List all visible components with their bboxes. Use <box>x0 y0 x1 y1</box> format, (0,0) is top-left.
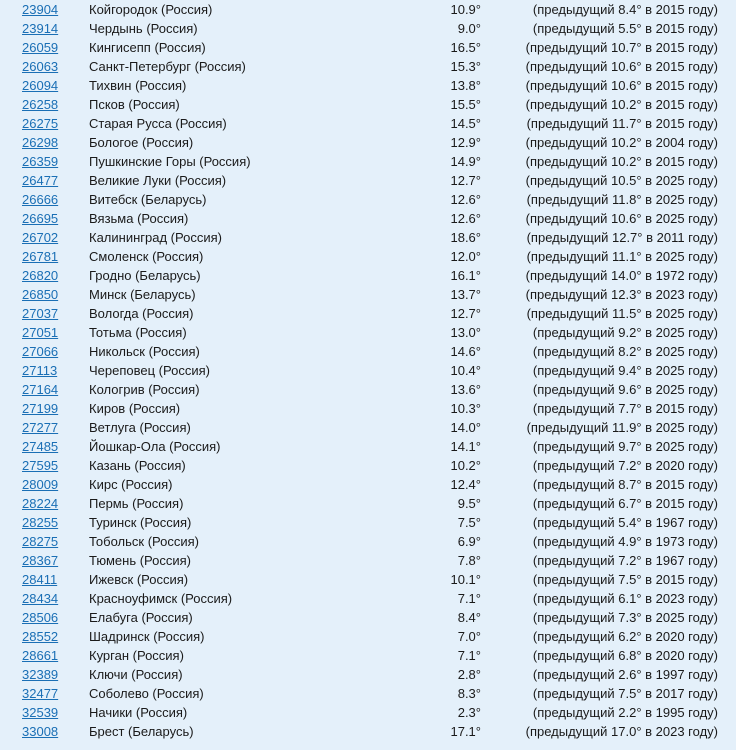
temperature-value: 18.6° <box>450 230 481 245</box>
temperature-value: 15.5° <box>450 97 481 112</box>
city-name: Пушкинские Горы (Россия) <box>89 154 251 169</box>
temperature-value: 9.0° <box>457 21 481 36</box>
city-name: Елабуга (Россия) <box>89 610 193 625</box>
station-id-link[interactable]: 26477 <box>22 173 59 188</box>
station-id-link[interactable]: 27164 <box>22 382 59 397</box>
temperature-value: 10.4° <box>450 363 481 378</box>
city-name: Шадринск (Россия) <box>89 629 205 644</box>
previous-record: (предыдущий 11.5° в 2025 году) <box>526 306 718 321</box>
station-id-link[interactable]: 26063 <box>22 59 59 74</box>
table-row <box>0 266 736 285</box>
temperature-value: 16.1° <box>450 268 481 283</box>
city-name: Ижевск (Россия) <box>89 572 189 587</box>
station-id-link[interactable]: 26258 <box>22 97 59 112</box>
previous-record: (предыдущий 6.8° в 2020 году) <box>532 648 718 663</box>
previous-record: (предыдущий 10.6° в 2015 году) <box>525 78 718 93</box>
station-id-link[interactable]: 27277 <box>22 420 59 435</box>
previous-record: (предыдущий 5.5° в 2015 году) <box>532 21 718 36</box>
station-id-link[interactable]: 28255 <box>22 515 59 530</box>
city-name: Казань (Россия) <box>89 458 186 473</box>
city-name: Псков (Россия) <box>89 97 180 112</box>
previous-record: (предыдущий 17.0° в 2023 году) <box>525 724 718 739</box>
city-name: Пермь (Россия) <box>89 496 184 511</box>
city-name: Витебск (Беларусь) <box>89 192 207 207</box>
previous-record: (предыдущий 11.8° в 2025 году) <box>526 192 718 207</box>
city-name: Соболево (Россия) <box>89 686 204 701</box>
temperature-value: 7.5° <box>457 515 481 530</box>
city-name: Тобольск (Россия) <box>89 534 199 549</box>
previous-record: (предыдущий 10.7° в 2015 году) <box>525 40 718 55</box>
temperature-value: 14.6° <box>450 344 481 359</box>
city-name: Койгородок (Россия) <box>89 2 213 17</box>
previous-record: (предыдущий 7.5° в 2015 году) <box>532 572 718 587</box>
station-id-link[interactable]: 23904 <box>22 2 59 17</box>
station-id-link[interactable]: 27199 <box>22 401 59 416</box>
temperature-value: 13.0° <box>450 325 481 340</box>
temperature-value: 13.8° <box>450 78 481 93</box>
temperature-value: 10.9° <box>450 2 481 17</box>
table-row <box>0 456 736 475</box>
table-row <box>0 114 736 133</box>
city-name: Бологое (Россия) <box>89 135 194 150</box>
city-name: Киров (Россия) <box>89 401 181 416</box>
table-row <box>0 665 736 684</box>
station-id-link[interactable]: 32477 <box>22 686 59 701</box>
city-name: Ветлуга (Россия) <box>89 420 191 435</box>
table-row <box>0 190 736 209</box>
previous-record: (предыдущий 2.6° в 1997 году) <box>532 667 718 682</box>
temperature-value: 16.5° <box>450 40 481 55</box>
station-id-link[interactable]: 28275 <box>22 534 59 549</box>
previous-record: (предыдущий 12.3° в 2023 году) <box>525 287 718 302</box>
previous-record: (предыдущий 10.5° в 2025 году) <box>525 173 718 188</box>
previous-record: (предыдущий 7.7° в 2015 году) <box>532 401 718 416</box>
previous-record: (предыдущий 6.7° в 2015 году) <box>532 496 718 511</box>
table-row <box>0 361 736 380</box>
table-row <box>0 532 736 551</box>
city-name: Тотьма (Россия) <box>89 325 187 340</box>
station-id-link[interactable]: 26702 <box>22 230 59 245</box>
city-name: Череповец (Россия) <box>89 363 210 378</box>
city-name: Кологрив (Россия) <box>89 382 200 397</box>
station-id-link[interactable]: 26298 <box>22 135 59 150</box>
previous-record: (предыдущий 11.9° в 2025 году) <box>526 420 718 435</box>
temperature-value: 2.3° <box>457 705 481 720</box>
city-name: Курган (Россия) <box>89 648 184 663</box>
station-id-link[interactable]: 26695 <box>22 211 59 226</box>
previous-record: (предыдущий 8.7° в 2015 году) <box>532 477 718 492</box>
temperature-value: 8.4° <box>457 610 481 625</box>
previous-record: (предыдущий 9.6° в 2025 году) <box>532 382 718 397</box>
table-row <box>0 171 736 190</box>
previous-record: (предыдущий 6.1° в 2023 году) <box>532 591 718 606</box>
temperature-value: 6.9° <box>457 534 481 549</box>
station-id-link[interactable]: 26059 <box>22 40 59 55</box>
city-name: Брест (Беларусь) <box>89 724 194 739</box>
previous-record: (предыдущий 9.7° в 2025 году) <box>532 439 718 454</box>
previous-record: (предыдущий 11.1° в 2025 году) <box>526 249 718 264</box>
previous-record: (предыдущий 7.5° в 2017 году) <box>532 686 718 701</box>
city-name: Никольск (Россия) <box>89 344 200 359</box>
table-row <box>0 247 736 266</box>
city-name: Кингисепп (Россия) <box>89 40 206 55</box>
station-id-link[interactable]: 26850 <box>22 287 59 302</box>
city-name: Калининград (Россия) <box>89 230 222 245</box>
table-row <box>0 703 736 722</box>
table-row <box>0 589 736 608</box>
temperature-value: 14.1° <box>450 439 481 454</box>
temperature-value: 12.7° <box>450 173 481 188</box>
previous-record: (предыдущий 10.2° в 2015 году) <box>525 97 718 112</box>
previous-record: (предыдущий 10.6° в 2015 году) <box>525 59 718 74</box>
city-name: Старая Русса (Россия) <box>89 116 227 131</box>
table-row <box>0 342 736 361</box>
temperature-value: 15.3° <box>450 59 481 74</box>
temperature-value: 2.8° <box>457 667 481 682</box>
temperature-value: 7.1° <box>457 591 481 606</box>
temperature-value: 7.8° <box>457 553 481 568</box>
temperature-value: 12.0° <box>450 249 481 264</box>
previous-record: (предыдущий 8.2° в 2025 году) <box>532 344 718 359</box>
station-id-link[interactable]: 32389 <box>22 667 59 682</box>
table-row <box>0 627 736 646</box>
table-row <box>0 0 736 19</box>
temperature-value: 7.1° <box>457 648 481 663</box>
table-row <box>0 76 736 95</box>
station-id-link[interactable]: 27037 <box>22 306 59 321</box>
table-row <box>0 285 736 304</box>
previous-record: (предыдущий 14.0° в 1972 году) <box>525 268 718 283</box>
previous-record: (предыдущий 2.2° в 1995 году) <box>532 705 718 720</box>
table-row <box>0 19 736 38</box>
temperature-value: 14.5° <box>450 116 481 131</box>
temperature-value: 12.6° <box>450 192 481 207</box>
table-row <box>0 152 736 171</box>
temperature-value: 8.3° <box>457 686 481 701</box>
station-id-link[interactable]: 27066 <box>22 344 59 359</box>
table-row <box>0 209 736 228</box>
table-row <box>0 304 736 323</box>
station-id-link[interactable]: 26275 <box>22 116 59 131</box>
city-name: Великие Луки (Россия) <box>89 173 227 188</box>
city-name: Гродно (Беларусь) <box>89 268 201 283</box>
previous-record: (предыдущий 9.2° в 2025 году) <box>532 325 718 340</box>
city-name: Тихвин (Россия) <box>89 78 187 93</box>
previous-record: (предыдущий 12.7° в 2011 году) <box>526 230 718 245</box>
city-name: Вологда (Россия) <box>89 306 194 321</box>
temperature-value: 14.9° <box>450 154 481 169</box>
previous-record: (предыдущий 8.4° в 2015 году) <box>532 2 718 17</box>
temperature-value: 14.0° <box>450 420 481 435</box>
previous-record: (предыдущий 10.2° в 2015 году) <box>525 154 718 169</box>
station-id-link[interactable]: 23914 <box>22 21 59 36</box>
city-name: Тюмень (Россия) <box>89 553 191 568</box>
temperature-value: 13.7° <box>450 287 481 302</box>
station-id-link[interactable]: 28009 <box>22 477 59 492</box>
table-row <box>0 418 736 437</box>
previous-record: (предыдущий 7.2° в 2020 году) <box>532 458 718 473</box>
table-row <box>0 57 736 76</box>
temperature-value: 12.6° <box>450 211 481 226</box>
table-row <box>0 551 736 570</box>
previous-record: (предыдущий 9.4° в 2025 году) <box>532 363 718 378</box>
station-id-link[interactable]: 26781 <box>22 249 59 264</box>
previous-record: (предыдущий 10.6° в 2025 году) <box>525 211 718 226</box>
city-name: Красноуфимск (Россия) <box>89 591 233 606</box>
table-row <box>0 475 736 494</box>
table-row <box>0 399 736 418</box>
station-id-link[interactable]: 26359 <box>22 154 59 169</box>
previous-record: (предыдущий 10.2° в 2004 году) <box>525 135 718 150</box>
temperature-value: 7.0° <box>457 629 481 644</box>
temperature-value: 12.7° <box>450 306 481 321</box>
table-row <box>0 380 736 399</box>
station-id-link[interactable]: 28434 <box>22 591 59 606</box>
city-name: Смоленск (Россия) <box>89 249 204 264</box>
temperature-value: 13.6° <box>450 382 481 397</box>
table-row <box>0 38 736 57</box>
station-id-link[interactable]: 26820 <box>22 268 59 283</box>
station-id-link[interactable]: 27485 <box>22 439 59 454</box>
previous-record: (предыдущий 7.2° в 1967 году) <box>532 553 718 568</box>
previous-record: (предыдущий 4.9° в 1973 году) <box>532 534 718 549</box>
table-row <box>0 722 736 741</box>
temperature-value: 12.4° <box>450 477 481 492</box>
station-id-link[interactable]: 33008 <box>22 724 59 739</box>
station-id-link[interactable]: 27595 <box>22 458 59 473</box>
station-id-link[interactable]: 28411 <box>22 572 58 587</box>
table-row <box>0 513 736 532</box>
city-name: Кирс (Россия) <box>89 477 173 492</box>
previous-record: (предыдущий 6.2° в 2020 году) <box>532 629 718 644</box>
city-name: Вязьма (Россия) <box>89 211 189 226</box>
city-name: Начики (Россия) <box>89 705 188 720</box>
station-id-link[interactable]: 28661 <box>22 648 59 663</box>
station-id-link[interactable]: 28367 <box>22 553 59 568</box>
station-id-link[interactable]: 27113 <box>22 363 58 378</box>
station-id-link[interactable]: 28506 <box>22 610 59 625</box>
previous-record: (предыдущий 11.7° в 2015 году) <box>526 116 718 131</box>
station-id-link[interactable]: 28224 <box>22 496 59 511</box>
temperature-value: 10.2° <box>450 458 481 473</box>
station-id-link[interactable]: 27051 <box>22 325 59 340</box>
temperature-value: 10.3° <box>450 401 481 416</box>
table-row <box>0 646 736 665</box>
temperature-value: 9.5° <box>457 496 481 511</box>
table-row <box>0 570 736 589</box>
table-row <box>0 437 736 456</box>
city-name: Ключи (Россия) <box>89 667 183 682</box>
previous-record: (предыдущий 7.3° в 2025 году) <box>532 610 718 625</box>
temperature-value: 17.1° <box>450 724 481 739</box>
station-id-link[interactable]: 32539 <box>22 705 59 720</box>
previous-record: (предыдущий 5.4° в 1967 году) <box>532 515 718 530</box>
table-row <box>0 95 736 114</box>
table-row <box>0 494 736 513</box>
table-row <box>0 684 736 703</box>
city-name: Йошкар-Ола (Россия) <box>89 439 221 454</box>
city-name: Санкт-Петербург (Россия) <box>89 59 246 74</box>
station-id-link[interactable]: 26666 <box>22 192 59 207</box>
city-name: Чердынь (Россия) <box>89 21 198 36</box>
city-name: Минск (Беларусь) <box>89 287 196 302</box>
table-row <box>0 608 736 627</box>
station-id-link[interactable]: 26094 <box>22 78 59 93</box>
temperature-value: 10.1° <box>450 572 481 587</box>
table-row <box>0 323 736 342</box>
temperature-value: 12.9° <box>450 135 481 150</box>
table-row <box>0 133 736 152</box>
city-name: Туринск (Россия) <box>89 515 192 530</box>
table-row <box>0 228 736 247</box>
station-id-link[interactable]: 28552 <box>22 629 59 644</box>
